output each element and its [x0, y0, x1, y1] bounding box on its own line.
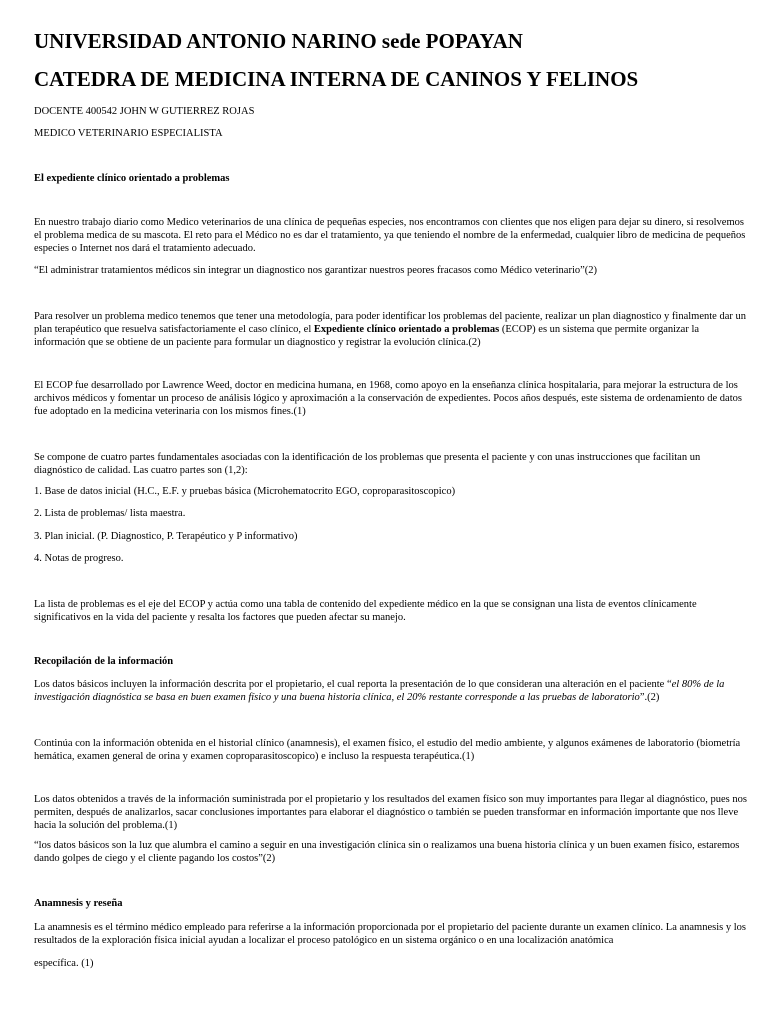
paragraph-line: dando golpes de ciego y el cliente pagando los costos”(2) [34, 853, 276, 865]
paragraph-historial [34, 737, 741, 763]
paragraph-intro [34, 216, 746, 256]
list-item: 3. Plan inicial. (P. Diagnostico, P. Terapéutico y P informativo) [34, 531, 298, 542]
paragraph-datos-obtenidos [34, 793, 747, 833]
paragraph-datos-basicos [34, 678, 734, 704]
text-run: plan terapéutico que resuelva satisfactoriamente el caso clínico, el [34, 324, 314, 336]
paragraph-line: Para resolver un problema medico tenemos que tener una metodología, para poder identificar los problemas del paciente, realizar un plan diagnostico y finalmente dar un [34, 311, 746, 322]
section-heading-recopilacion: Recopilación de la información [34, 656, 174, 667]
list-item: 2. Lista de problemas/ lista maestra. [34, 508, 186, 519]
paragraph-especifica: específica. (1) [34, 958, 94, 969]
paragraph-line: especies o Internet nos dará el tratamiento adecuado. [34, 243, 256, 255]
paragraph-line [34, 691, 734, 704]
paragraph-cuatro-partes [34, 451, 734, 477]
paragraph-line: “los datos básicos son la luz que alumbra el camino a seguir en una investigación clínica sin o realizamos una buena historia clínica y un buen examen físico, estaremos [34, 840, 740, 851]
paragraph-line: el problema medica de su mascota. El reto para el Médico no es dar el tratamiento, ya que teniendo el nombre de la enfermedad, cualquier libro de medicina de pequeños [34, 230, 746, 242]
paragraph-line: Continúa con la información obtenida en el historial clínico (anamnesis), el examen físico, el estudio del medio ambiente, y algunos exámenes de laboratorio (biometría [34, 738, 741, 749]
quote-tratamientos: “El administrar tratamientos médicos sin integrar un diagnostico nos garantizar nuestros peores fracasos como Médico veterinario”(2) [34, 265, 598, 276]
paragraph-line: Los datos obtenidos a través de la información suministrada por el propietario y los resultados del examen físico son muy importantes para llegar al diagnóstico, pues nos [34, 794, 747, 805]
paragraph-line: significativos en la vida del paciente y resalta los factores que pueden afectar su manejo. [34, 612, 406, 624]
text-run: (ECOP) es un sistema que permite organizar la [499, 324, 700, 336]
list-item: 4. Notas de progreso. [34, 553, 124, 564]
section-heading-expediente: El expediente clínico orientado a problemas [34, 173, 230, 184]
paragraph-anamnesis [34, 921, 746, 947]
paragraph-line: hacia la solución del problema.(1) [34, 820, 178, 832]
list-item: 1. Base de datos inicial (H.C., E.F. y pruebas básica (Microhematocrito EGO, coproparasitoscopico) [34, 486, 456, 497]
text-run: ”.(2) [639, 692, 660, 704]
paragraph-line: La anamnesis es el término médico empleado para referirse a la información proporcionada por el propietario del paciente durante un examen clínico. La anamnesis y los [34, 922, 746, 933]
italic-run: investigación diagnóstica se basa en buen examen físico y una buena historia clínica, el 20% restante corresponde a las pruebas de laboratorio [34, 692, 640, 704]
paragraph-line: Se compone de cuatro partes fundamentales asociadas con la identificación de los problemas que presenta el paciente y con unas instrucciones que facilitan un [34, 452, 701, 463]
paragraph-line: resultados de la exploración física inicial ayudan a localizar el proceso patológico en un sistema orgánico o en una localización anatómica [34, 935, 614, 947]
paragraph-line: En nuestro trabajo diario como Medico veterinarios de una clínica de pequeñas especies, nos encontramos con clientes que nos eligen para dejar su dinero, si resolvemos [34, 217, 744, 228]
paragraph-line [34, 678, 734, 691]
paragraph-line [34, 323, 734, 336]
paragraph-line: hemática, examen general de orina y examen coproparasitoscopico) e incluso la respuesta terapéutica.(1) [34, 751, 475, 763]
docente-line: DOCENTE 400542 JOHN W GUTIERREZ ROJAS [34, 106, 255, 117]
paragraph-line: permiten, después de analizarlos, sacar conclusiones importantes para elaborar el diagnóstico o también se pueden transformar en información importante que nos lleve [34, 807, 739, 819]
cargo-line: MEDICO VETERINARIO ESPECIALISTA [34, 128, 223, 139]
paragraph-metodologia [34, 310, 746, 350]
text-run: Los datos básicos incluyen la información descrita por el propietario, el cual reporta la presentación de lo que consideran una alteración en el paciente “ [34, 679, 672, 690]
bold-term: Expediente clínico orientado a problemas [313, 324, 500, 336]
italic-run: el 80% de la [671, 679, 725, 690]
paragraph-line: fue adoptado en la medicina veterinaria con los mismos fines.(1) [34, 406, 306, 418]
paragraph-ecop-history [34, 379, 742, 419]
paragraph-line: El ECOP fue desarrollado por Lawrence Weed, doctor en medicina humana, en 1968, como apoyo en la enseñanza clínica hospitalaria, para mejorar la estructura de los [34, 380, 738, 391]
paragraph-line: La lista de problemas es el eje del ECOP y actúa como una tabla de contenido del expediente médico en la que se consignan una lista de eventos clínicamente [34, 599, 697, 610]
course-title: CATEDRA DE MEDICINA INTERNA DE CANINOS Y FELINOS [34, 67, 639, 91]
section-heading-anamnesis: Anamnesis y reseña [34, 898, 123, 909]
quote-datos-basicos [34, 839, 740, 865]
university-title: UNIVERSIDAD ANTONIO NARINO sede POPAYAN [34, 29, 523, 53]
paragraph-lista-problemas [34, 598, 734, 624]
paragraph-line: archivos médicos y fomentar un proceso de análisis lógico y aproximación a la conservación de expedientes. Pocos años después, este sistema de ordenamiento de datos [34, 393, 742, 405]
paragraph-line: diagnóstico de calidad. Las cuatro partes son (1,2): [34, 465, 248, 477]
paragraph-line: información que se obtiene de un paciente para formular un diagnostico y registrar la evolución clínica.(2) [34, 337, 481, 349]
